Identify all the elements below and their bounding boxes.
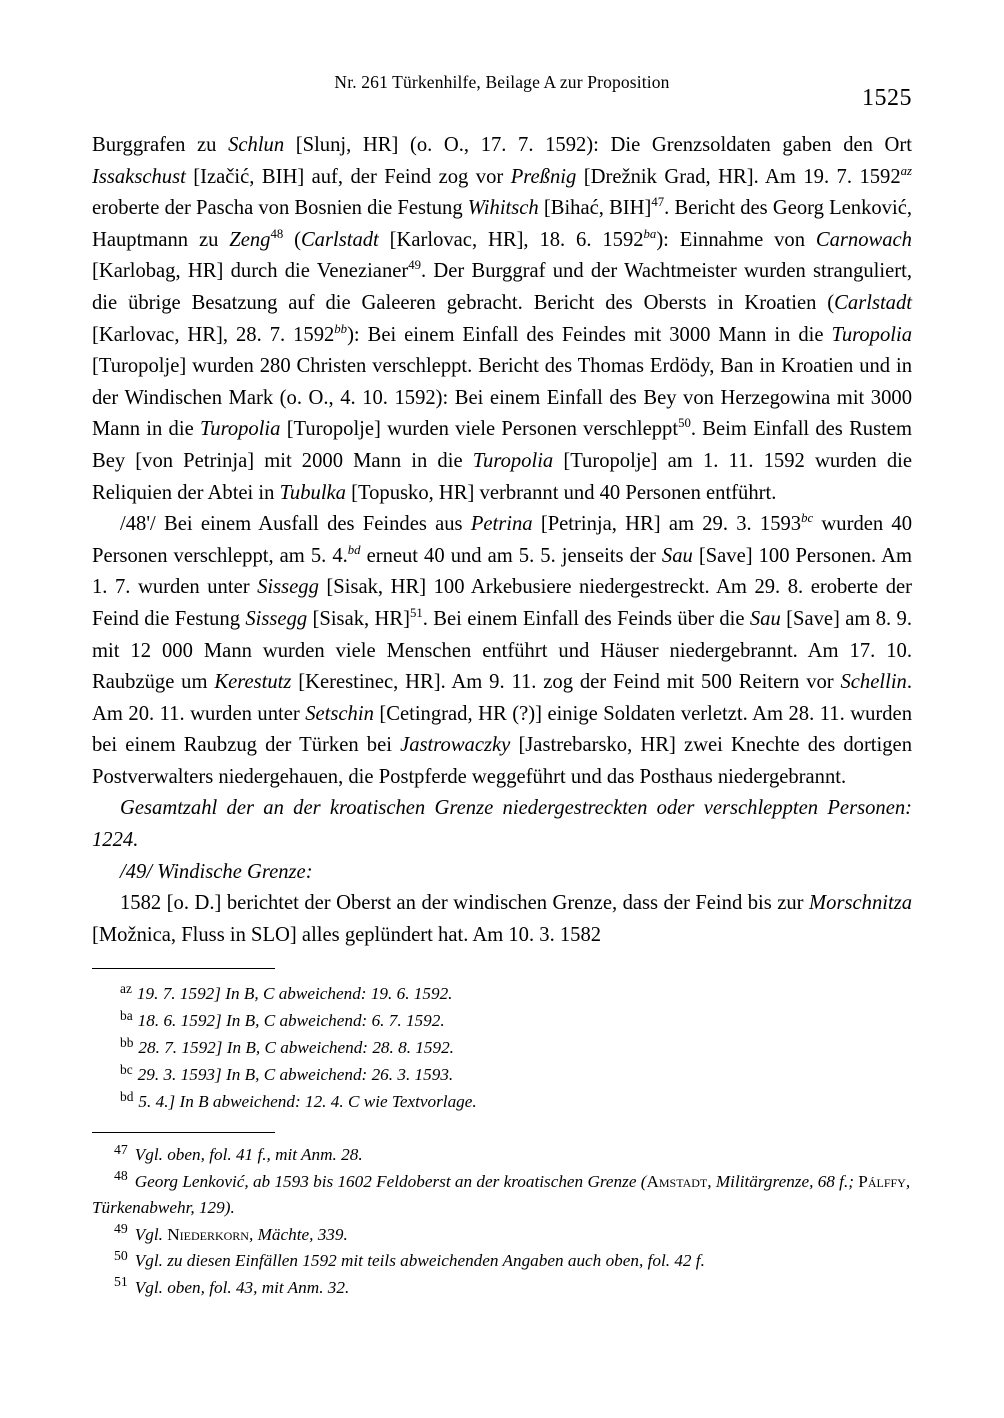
footnote-number: 50 <box>114 1247 128 1263</box>
footnote-list <box>92 1142 912 1301</box>
footnote-item <box>92 1275 912 1302</box>
apparatus-text: 5. 4.] In B abweichend: 12. 4. C wie Textvorlage. <box>138 1092 477 1112</box>
main-text <box>92 130 912 951</box>
footnote-number: 48 <box>114 1168 128 1184</box>
apparatus-variant-list <box>92 980 912 1115</box>
apparatus-entry: ba 18. 6. 1592] In B, C abweichend: 6. 7. 1592. <box>120 1007 445 1031</box>
footnote-item <box>92 1169 912 1222</box>
apparatus-text: 29. 3. 1593] In B, C abweichend: 26. 3. 1593. <box>137 1065 454 1085</box>
apparatus-text: 28. 7. 1592] In B, C abweichend: 28. 8. 1592. <box>138 1038 454 1058</box>
footnote-text: Vgl. Niederkorn, Mächte, 339. <box>134 1224 348 1244</box>
footnote-number: 49 <box>114 1221 128 1237</box>
paragraph-5: 1582 [o. D.] berichtet der Oberst an der windischen Grenze, dass der Feind bis zur Morschnitza [Možnica, Fluss in SLO] alles geplündert hat. Am 10. 3. 1582 <box>92 892 912 946</box>
footnote-text: Vgl. oben, fol. 43, mit Anm. 32. <box>134 1277 350 1297</box>
paragraph-3: Gesamtzahl der an der kroatischen Grenze niedergestreckten oder verschleppten Personen: 1224. <box>92 797 912 852</box>
footnote-text: Vgl. oben, fol. 41 f., mit Anm. 28. <box>134 1145 363 1165</box>
apparatus-entry: bb 28. 7. 1592] In B, C abweichend: 28. 8. 1592. <box>120 1034 454 1058</box>
apparatus-entry: az 19. 7. 1592] In B, C abweichend: 19. 6. 1592. <box>120 980 453 1004</box>
apparatus-entry: bc 29. 3. 1593] In B, C abweichend: 26. 3. 1593. <box>120 1061 454 1085</box>
footnote-text: Georg Lenković, ab 1593 bis 1602 Feldoberst an der kroatischen Grenze (Amstadt, Militärgrenze, 68 f.; Pálffy, Türkenabwehr, 129). <box>92 1171 911 1218</box>
page-number: 1525 <box>862 85 912 111</box>
footnote-number: 47 <box>114 1141 128 1157</box>
running-title: Nr. 261 Türkenhilfe, Beilage A zur Proposition <box>334 72 670 92</box>
footnote-separator <box>92 1132 912 1133</box>
paragraph-4: /49/ Windische Grenze: <box>120 860 313 883</box>
paragraph-2: /48'/ Bei einem Ausfall des Feindes aus Petrina [Petrinja, HR] am 29. 3. $1593^{bc}$ wurden 40 Personen verschleppt, am 5. 4.$^{bd}$ erneut 40 und am 5. 5. jenseits der Sau [Save] 100 Personen. Am 1. 7. wurden unter Sissegg [Sisak, HR] 100 Arkebusiere niedergestreckt. Am 29. 8. eroberte der Feind die Festung Sissegg [Sisak, HR]$^{51}$. Bei einem Einfall des Feinds über die Sau [Save] am 8. 9. mit 12 000 Mann wurden viele Menschen entführt und Häuser niedergebrannt. Am 17. 10. Raubzüge um Kerestutz [Kerestinec, HR]. Am 9. 11. zog der Feind mit 500 Reitern vor Schellin. Am 20. 11. wurden unter Setschin [Cetingrad, HR (?)] einige Soldaten verletzt. Am 28. 11. wurden bei einem Raubzug der Türken bei Jastrowaczky [Jastrebarsko, HR] zwei Knechte des dortigen Postverwalters niedergehauen, die Postpferde weggeführt und das Posthaus niedergebrannt. <box>92 511 913 788</box>
footnote-item <box>92 1222 912 1249</box>
footnote-number: 51 <box>114 1274 128 1290</box>
footnote-item <box>92 1142 912 1169</box>
apparatus-entry: bd 5. 4.] In B abweichend: 12. 4. C wie Textvorlage. <box>120 1088 477 1112</box>
apparatus-text: 19. 7. 1592] In B, C abweichend: 19. 6. 1592. <box>136 984 453 1004</box>
apparatus-rule-letters <box>92 968 275 969</box>
footnote-text: Vgl. zu diesen Einfällen 1592 mit teils abweichenden Angaben auch oben, fol. 42 f. <box>134 1251 705 1271</box>
apparatus-text: 18. 6. 1592] In B, C abweichend: 6. 7. 1592. <box>137 1011 445 1031</box>
apparatus-separator-top <box>92 968 912 969</box>
footnote-item <box>92 1248 912 1275</box>
footnote-rule <box>92 1132 275 1133</box>
paragraph-1: Burggrafen zu Schlun [Slunj, HR] (o. O., 17. 7. 1592): Die Grenzsoldaten gaben den Ort Issakschust [Izačić, BIH] auf, der Feind zog vor Preßnig [Drežnik Grad, HR]. Am 19. 7. $1592^{az}$ eroberte der Pascha von Bosnien die Festung Wihitsch [Bihać, BIH]$^{47}$. Bericht des Georg Lenković, Hauptmann zu Zeng$^{48}$ (Carlstadt [Karlovac, HR], 18. 6. $1592^{ba}$): Einnahme von Carnowach [Karlobag, HR] durch die Venezianer$^{49}$. Der Burggraf und der Wachtmeister wurden stranguliert, die übrige Besatzung auf die Galeeren gebracht. Bericht des Obersts in Kroatien (Carlstadt [Karlovac, HR], 28. 7. $1592^{bb}$): Bei einem Einfall des Feindes mit 3000 Mann in die Turopolia [Turopolje] wurden 280 Christen verschleppt. Bericht des Thomas Erdödy, Ban in Kroatien und in der Windischen Mark (o. O., 4. 10. 1592): Bei einem Einfall des Bey von Herzegowina mit 3000 Mann in die Turopolia [Turopolje] wurden viele Personen verschleppt$^{50}$. Beim Einfall des Rustem Bey [von Petrinja] mit 2000 Mann in die Turopolia [Turopolje] am 1. 11. 1592 wurden die Reliquien der Abtei in Tubulka [Topusko, HR] verbrannt und 40 Personen entführt. <box>92 134 913 504</box>
running-header <box>92 72 912 112</box>
